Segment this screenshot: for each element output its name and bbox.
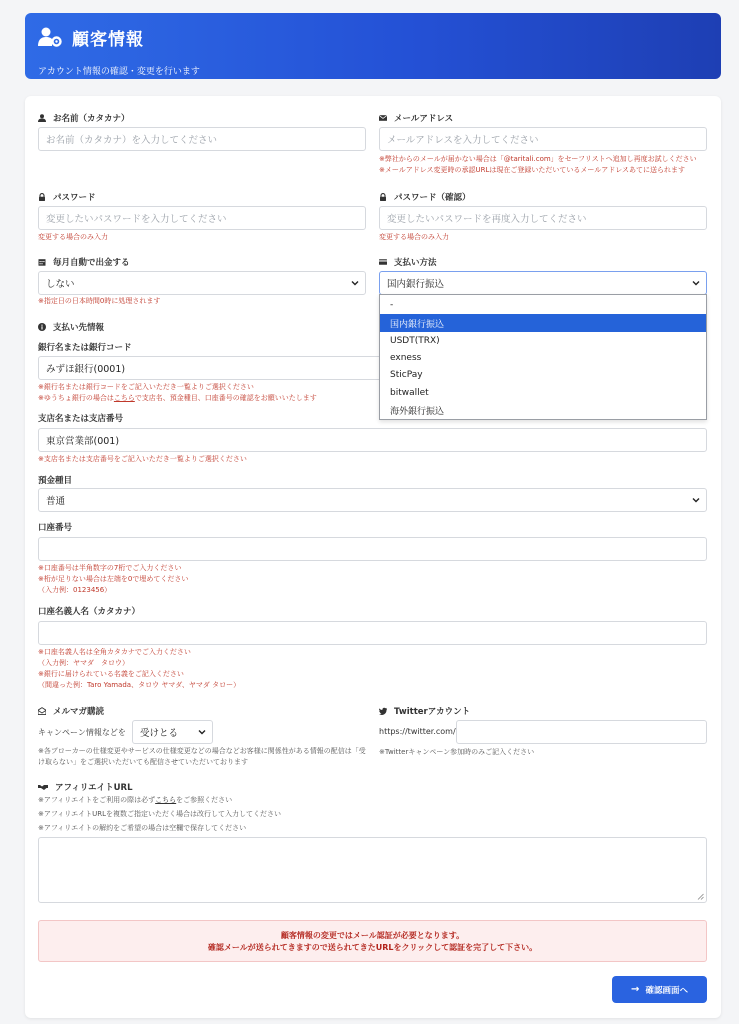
page-header <box>25 13 721 79</box>
email-note-2: ※メールアドレス変更時の承認URLは現在ご登録いただいているメールアドレスあてに送られます <box>379 166 686 174</box>
auto-withdraw-note: ※指定日の日本時間0時に処理されます <box>38 297 161 305</box>
dropdown-option-selected[interactable]: 国内銀行振込 <box>380 314 706 332</box>
alert-line-1: 顧客情報の変更ではメール認証が必要となります。 <box>280 931 465 940</box>
lock-icon <box>379 193 387 201</box>
email-label: メールアドレス <box>379 112 453 124</box>
newsletter-prefix: キャンペーン情報などを <box>38 728 126 737</box>
twitter-prefix: https://twitter.com/ <box>379 727 456 736</box>
payment-method-dropdown <box>379 294 707 420</box>
twitter-input[interactable] <box>456 720 707 744</box>
envelope-icon <box>379 114 387 122</box>
branch-note: ※支店名または支店番号をご記入いただき一覧よりご選択ください <box>38 455 247 463</box>
newsletter-select[interactable]: 受けとる <box>132 720 213 744</box>
dropdown-option[interactable]: SticPay <box>390 370 423 380</box>
bank-input[interactable]: みずほ銀行(0001) <box>38 356 707 380</box>
name-input[interactable]: お名前（カタカナ）を入力してください <box>38 127 366 151</box>
bank-note-2: ※ゆうちょ銀行の場合はこちらで支店名、預金種目、口座番号の確認をお願いいたします <box>38 394 317 402</box>
page-title: 顧客情報 <box>72 30 144 50</box>
chevron-down-icon <box>351 279 359 287</box>
alert-line-2: 確認メールが送られてきますので送られてきたURLをクリックして認証を完了して下さい。 <box>207 943 538 952</box>
user-gear-icon <box>38 27 62 47</box>
auto-withdraw-select[interactable]: しない <box>38 271 366 295</box>
password-confirm-label: パスワード（確認） <box>379 191 471 203</box>
newsletter-label: メルマガ購読 <box>38 705 104 717</box>
payment-method-select[interactable]: 国内銀行振込 <box>379 271 707 295</box>
account-type-label: 預金種目 <box>38 476 73 486</box>
info-circle-icon <box>38 323 46 331</box>
chevron-down-icon <box>692 496 700 504</box>
account-type-select[interactable]: 普通 <box>38 488 707 512</box>
name-label: お名前（カタカナ） <box>38 112 130 124</box>
affiliate-note-2: ※アフィリエイトURLを複数ご指定いただく場合は改行して入力してください <box>38 810 282 818</box>
handshake-icon <box>38 783 48 791</box>
password-confirm-note: 変更する場合のみ入力 <box>379 233 449 241</box>
affiliate-note-1: ※アフィリエイトをご利用の際は必ずこちらをご参照ください <box>38 796 233 804</box>
email-input[interactable]: メールアドレスを入力してください <box>379 127 707 151</box>
account-number-note-1: ※口座番号は半角数字の7桁でご入力ください <box>38 564 182 572</box>
holder-note-1: ※口座名義人名は全角カタカナでご入力ください <box>38 648 191 656</box>
calendar-icon <box>38 258 46 266</box>
user-icon <box>38 114 46 122</box>
payment-method-label: 支払い方法 <box>379 256 437 268</box>
account-number-note-3: （入力例：0123456） <box>38 586 112 594</box>
resize-handle-icon[interactable] <box>697 893 704 900</box>
bank-label: 銀行名または銀行コード <box>38 343 132 353</box>
arrow-right-icon: → <box>631 984 640 995</box>
envelope-open-icon <box>38 707 46 715</box>
newsletter-note-1: ※各ブローカーの仕様変更やサービスの仕様変更などの場合などお客様に関係性がある情報の配信は「受 <box>38 747 366 755</box>
twitter-icon <box>379 707 387 715</box>
email-note-1: ※弊社からのメールが届かない場合は「@taritali.com」をセーフリストへ追加し再度お試しください <box>379 155 697 163</box>
credit-card-icon <box>379 258 387 266</box>
dropdown-option[interactable]: 海外銀行振込 <box>390 406 445 417</box>
chevron-down-icon <box>198 728 206 736</box>
account-number-note-2: ※桁が足りない場合は左端を0で埋めてください <box>38 575 189 583</box>
password-label: パスワード <box>38 191 96 203</box>
dropdown-option[interactable]: - <box>390 300 394 310</box>
dropdown-option[interactable]: exness <box>390 353 422 363</box>
twitter-note: ※Twitterキャンペーン参加時のみご記入ください <box>379 748 535 756</box>
affiliate-label: アフィリエイトURL <box>38 781 133 793</box>
confirm-button[interactable]: → 確認画面へ <box>612 976 707 1003</box>
password-note: 変更する場合のみ入力 <box>38 233 108 241</box>
account-number-label: 口座番号 <box>38 523 73 533</box>
bank-note-1: ※銀行名または銀行コードをご記入いただき一覧よりご選択ください <box>38 383 254 391</box>
holder-note-3: ※銀行に届けられている名義をご記入ください <box>38 670 184 678</box>
lock-icon <box>38 193 46 201</box>
holder-note-4: （間違った例：Taro Yamada、タロウ ヤマダ、ヤマダ タロー） <box>38 681 241 689</box>
branch-input[interactable]: 東京営業部(001) <box>38 428 707 452</box>
newsletter-note-2: け取らない」をご選択いただいても配信させていただいております <box>38 758 248 766</box>
dropdown-option[interactable]: bitwallet <box>390 388 429 398</box>
affiliate-guide-link[interactable]: こちら <box>155 796 177 804</box>
branch-label: 支店名または支店番号 <box>38 414 124 424</box>
password-confirm-input[interactable]: 変更したいパスワードを再度入力してください <box>379 206 707 230</box>
page-subtitle: アカウント情報の確認・変更を行います <box>38 67 200 77</box>
holder-label: 口座名義人名（カタカナ） <box>38 607 141 617</box>
account-number-input[interactable] <box>38 537 707 561</box>
auto-withdraw-label: 毎月自動で出金する <box>38 256 130 268</box>
dropdown-option[interactable]: USDT(TRX) <box>390 336 440 346</box>
holder-note-2: （入力例：ヤマダ タロウ） <box>38 659 129 667</box>
email-verification-alert <box>38 920 707 962</box>
affiliate-textarea[interactable] <box>38 837 707 903</box>
chevron-down-icon <box>692 279 700 287</box>
password-input[interactable]: 変更したいパスワードを入力してください <box>38 206 366 230</box>
yucho-link[interactable]: こちら <box>113 394 135 402</box>
affiliate-note-3: ※アフィリエイトの解約をご希望の場合は空欄で保存してください <box>38 824 247 832</box>
payee-section-label: 支払い先情報 <box>38 321 104 333</box>
holder-input[interactable] <box>38 621 707 645</box>
twitter-label: Twitterアカウント <box>379 705 470 717</box>
